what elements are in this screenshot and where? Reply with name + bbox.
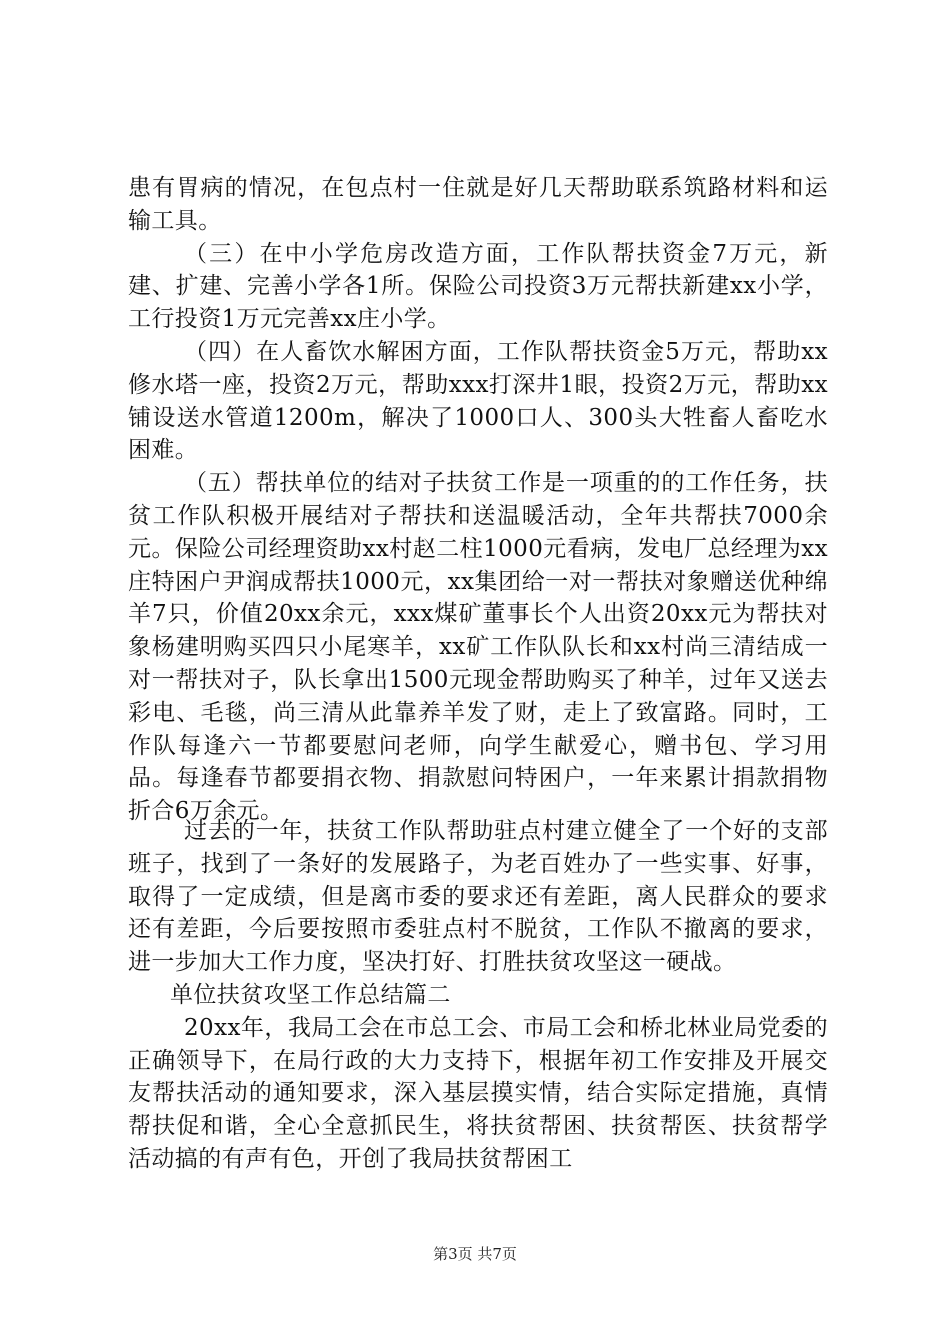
paragraph-continuation: 患有胃病的情况，在包点村一住就是好几天帮助联系筑路材料和运输工具。 bbox=[128, 175, 828, 234]
paragraph-intro: 20xx年，我局工会在市总工会、市局工会和桥北林业局党委的正确领导下，在局行政的大力支持下，根据年初工作安排及开展交友帮扶活动的通知要求，深入基层摸实情，结合实际定措施，真情帮扶促和谐，全心全意抓民生，将扶贫帮困、扶贫帮医、扶贫帮学活动搞的有声有色，开创了我局扶贫帮困工 bbox=[128, 1014, 828, 1172]
paragraph-school-renovation: （三）在中小学危房改造方面，工作队帮扶资金7万元，新建、扩建、完善小学各1所。保险公司投资3万元帮扶新建xx小学，工行投资1万元完善xx庄小学。 bbox=[128, 240, 828, 333]
paragraph-drinking-water: （四）在人畜饮水解困方面，工作队帮扶资金5万元，帮助xx修水塔一座，投资2万元，帮助xxx打深井1眼，投资2万元，帮助xx铺设送水管道1200m，解决了1000口人、300头大牲畜人畜吃水困难。 bbox=[128, 338, 828, 464]
section-heading: 单位扶贫攻坚工作总结篇二 bbox=[170, 981, 451, 1008]
body-section-summary bbox=[128, 815, 828, 1176]
paragraph-pairing-assistance: （五）帮扶单位的结对子扶贫工作是一项重的的工作任务，扶贫工作队积极开展结对子帮扶和送温暖活动，全年共帮扶7000余元。保险公司经理资助xx村赵二柱1000元看病，发电厂总经理为xx庄特困户尹润成帮扶1000元，xx集团给一对一帮扶对象赠送优种绵羊7只，价值20xx余元，xxx煤矿董事长个人出资20xx元为帮扶对象杨建明购买四只小尾寒羊，xx矿工作队队长和xx村尚三清结成一对一帮扶对子，队长拿出1500元现金帮助购买了种羊，过年又送去彩电、毛毯，尚三清从此靠养羊发了财，走上了致富路。同时，工作队每逢六一节都要慰问老师，向学生献爱心，赠书包、学习用品。每逢春节都要捐衣物、捐款慰问特困户，一年来累计捐款捐物折合6万余元。 bbox=[128, 470, 828, 825]
page-footer: 第3页 共7页 bbox=[433, 1245, 517, 1263]
paragraph-summary: 过去的一年，扶贫工作队帮助驻点村建立健全了一个好的支部班子，找到了一条好的发展路子，为老百姓办了一些实事、好事，取得了一定成绩，但是离市委的要求还有差距，离人民群众的要求还有差距，今后要按照市委驻点村不脱贫，工作队不撤离的要求，进一步加大工作力度，坚决打好、打胜扶贫攻坚这一硬战。 bbox=[128, 818, 828, 976]
body-section-continuation bbox=[128, 172, 828, 828]
